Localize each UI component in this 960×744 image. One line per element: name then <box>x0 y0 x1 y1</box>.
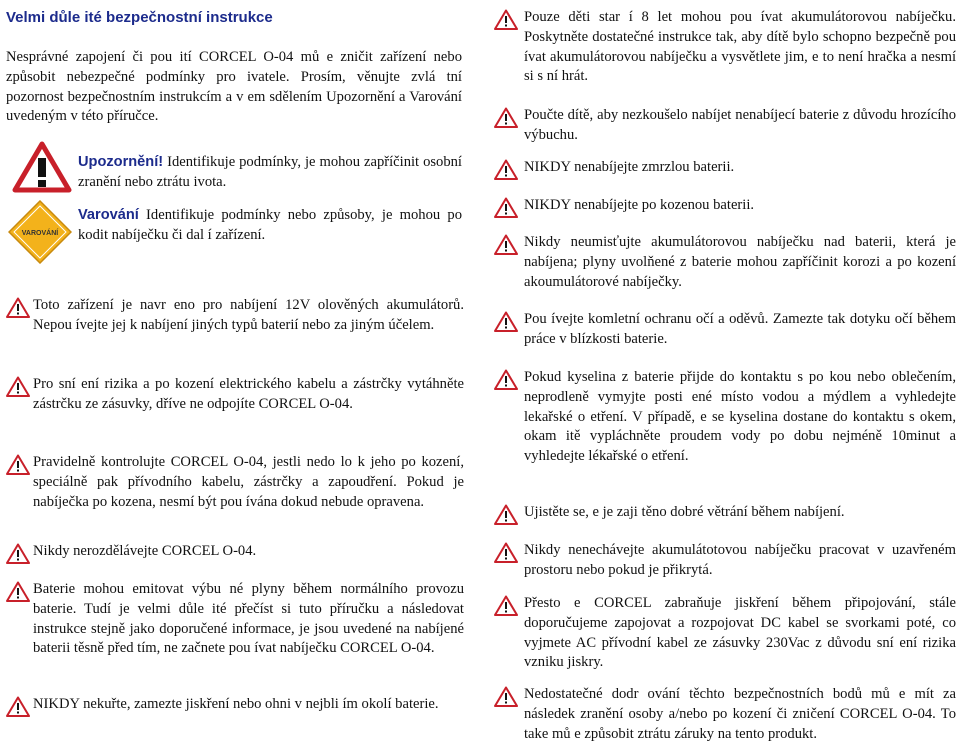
list-item <box>490 8 956 87</box>
warning-triangle-icon <box>494 107 518 128</box>
intro-paragraph: Nesprávné zapojení či pou ití CORCEL O-04 mů e zničit zařízení nebo způsobit nebezpečné podmínky pro ivatele. Prosím, věnujte zvlá tní pozornost bezpečnostním instrukcím a v em sdělením Upozornění a Varování uvedeným v této příručce. <box>6 49 462 125</box>
list-item-text: Nikdy nerozdělávejte CORCEL O-04. <box>33 543 257 559</box>
list-item <box>490 503 956 523</box>
list-item-text: Pou ívejte komletní ochranu očí a oděvů. Zamezte tak dotyku očí během práce v blízkosti baterie. <box>524 311 956 347</box>
warning-triangle-icon <box>494 369 518 390</box>
page-title: Velmi důle ité bezpečnostní instrukce <box>6 9 273 26</box>
warning-triangle-icon <box>6 696 30 717</box>
list-item <box>490 310 956 350</box>
list-item <box>6 580 464 659</box>
warning-triangle-icon <box>494 159 518 180</box>
list-item-text: Pro sní ení rizika a po kození elektrického kabelu a zástrčky vytáhněte zástrčku ze zásuvky, dříve ne odpojíte CORCEL O-04. <box>33 376 464 412</box>
list-item-text: Nikdy neumisťujte akumulátorovou nabíječku nad baterii, která je nabíjena; plyny uvolňené z baterie mohou zapříčinit korozi a po kození akoumulátorové nabíječky. <box>524 234 956 290</box>
warning-triangle-icon <box>6 376 30 397</box>
list-item <box>6 375 464 415</box>
warning-triangle-icon <box>6 454 30 475</box>
warning-triangle-icon <box>494 9 518 30</box>
list-item-text: Baterie mohou emitovat výbu né plyny během normálního provozu baterie. Tudí je velmi důle ité přečíst si tuto příručku a následovat instrukce stejně jako doporučené informace, je jsou uvedené na nabíjené baterii těsně před tím, ne začnete pou ívat nabíječku CORCEL O-04. <box>33 581 464 657</box>
list-item <box>490 368 956 467</box>
warning-triangle-icon <box>6 543 30 564</box>
list-item <box>6 296 464 336</box>
list-item-text: Pokud kyselina z baterie přijde do kontaktu s po kou nebo oblečením, neprodleně vymyjte posti ené místo vodou a mýdlem a vyhledejte lekařské o etření. V případě, e se kyselina dostane do kontaktu s okem, okam itě vypláchněte proudem vody po dobu nejméně 10minut a vyhledejte lékařské o etření. <box>524 369 956 465</box>
warning-triangle-icon <box>494 504 518 525</box>
warning-triangle-icon <box>494 234 518 255</box>
list-item-text: Pravidelně kontrolujte CORCEL O-04, jestli nedo lo k jeho po kození, speciálně pak přívodního kabelu, zástrčky a zapoudření. Pokud je nabíječka po kozena, nesmí být pou ívána dokud nebude opravena. <box>33 454 464 510</box>
warning-triangle-icon <box>6 297 30 318</box>
list-item <box>490 106 956 146</box>
list-item <box>490 594 956 673</box>
list-item-text: Přesto e CORCEL zabraňuje jiskření během připojování, stále doporučujeme zapojovat a rozpojovat DC kabel se svorkami poté, co vyjmete AC přívodní kabel ze zásuvky 230Vac z důvodu sní ení rizika vzniku jiskry. <box>524 595 956 671</box>
list-item-text: NIKDY nekuřte, zamezte jiskření nebo ohni v nejbli ím okolí baterie. <box>33 696 439 712</box>
warning-triangle-icon <box>494 197 518 218</box>
list-item-text: Toto zařízení je navr eno pro nabíjení 12V olověných akumulátorů. Nepou ívejte jej k nabíjení jiných typů baterií nebo za jiným účelem. <box>33 297 464 333</box>
warning-triangle-icon <box>494 686 518 707</box>
warning-legend <box>78 206 462 246</box>
warning-diamond-icon <box>8 200 72 264</box>
warning-description: Identifikuje podmínky nebo způsoby, je mohou po kodit nabíječku či dal í zařízení. <box>78 207 462 243</box>
list-item-text: Ujistěte se, e je zaji těno dobré větrání během nabíjení. <box>524 504 845 520</box>
warning-triangle-icon <box>494 542 518 563</box>
caution-legend <box>78 153 462 193</box>
list-item-text: Pouze děti star í 8 let mohou pou ívat akumulátorovou nabíječku. Poskytněte dostatečné instrukce tak, aby dítě bylo schopno bezpečně pou ívat akumulátorovou nabíječku a vysvětlete jim, e to není hračka a nesmí si s ní hrát. <box>524 9 956 85</box>
list-item <box>490 541 956 581</box>
list-item <box>6 453 464 512</box>
caution-term: Upozornění! <box>78 154 164 170</box>
list-item-text: Nedostatečné dodr ování těchto bezpečnostních bodů mů e mít za následek zranění osoby a/nebo po kození či zničení CORCEL O-04. To take mů e způsobit ztrátu záruky na tento produkt. <box>524 686 956 742</box>
list-item <box>6 695 464 715</box>
caution-description: Identifikuje podmínky, je mohou zapříčinit osobní zranění nebo ztrátu ivota. <box>78 154 462 190</box>
list-item <box>490 196 956 216</box>
warning-triangle-icon <box>494 595 518 616</box>
list-item-text: NIKDY nenabíjejte zmrzlou baterii. <box>524 159 735 175</box>
warning-triangle-icon <box>494 311 518 332</box>
list-item <box>6 542 464 562</box>
list-item <box>490 685 956 744</box>
list-item-text: NIKDY nenabíjejte po kozenou baterii. <box>524 197 755 213</box>
warning-triangle-icon <box>6 581 30 602</box>
warning-diamond-label: VAROVÁNÍ <box>21 230 59 237</box>
warning-term: Varování <box>78 207 139 223</box>
list-item-text: Poučte dítě, aby nezkoušelo nabíjet nenabíjecí baterie z důvodu hrozícího výbuchu. <box>524 107 956 143</box>
list-item <box>490 158 956 178</box>
caution-sign-icon <box>12 141 72 193</box>
list-item <box>490 233 956 292</box>
list-item-text: Nikdy nenechávejte akumulátotovou nabíječku pracovat v uzavřeném prostoru nebo pokud je přikrytá. <box>524 542 956 578</box>
